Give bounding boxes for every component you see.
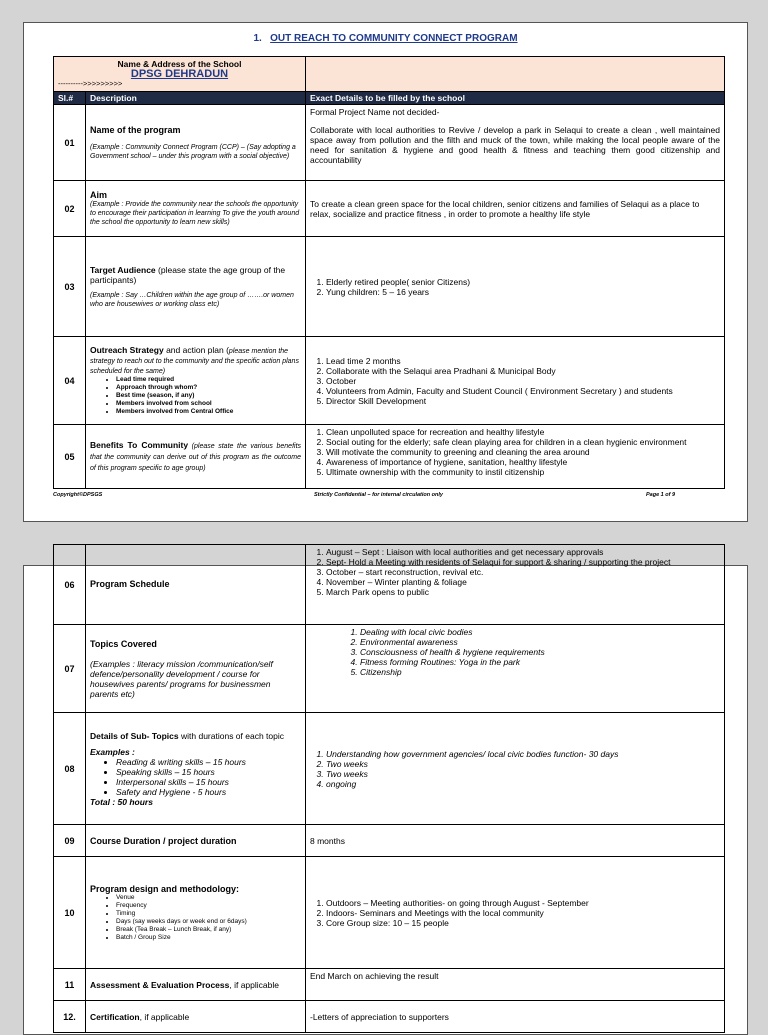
document-page-1 xyxy=(23,22,748,522)
list-item: • Days (say weeks days or week end or 6days) xyxy=(116,918,301,926)
row-number: 09 xyxy=(54,825,86,857)
row-number: 01 xyxy=(54,105,86,181)
list-item: • Break (Tea Break – Lunch Break, if any) xyxy=(116,926,301,934)
list-item: • Frequency xyxy=(116,902,301,910)
row-details xyxy=(306,237,725,337)
row-title: Certification xyxy=(90,1011,140,1022)
program-table-1 xyxy=(53,56,725,489)
table-row xyxy=(54,969,725,1001)
row-title: Program Schedule xyxy=(90,579,170,589)
row-number: 05 xyxy=(54,425,86,489)
row-example: (Examples : literacy mission /communication/self defence/personality development / course for housewives parents/ programs for businessmen parents etc) xyxy=(90,658,273,699)
list-item: • Approach through whom? xyxy=(116,384,301,392)
row-title: Target Audience xyxy=(90,264,156,275)
row-description xyxy=(86,1001,306,1033)
list-item: • Venue xyxy=(116,894,301,902)
table-row xyxy=(54,857,725,969)
list-item: 2. Social outing for the elderly; safe clean playing area for children in a clean hygienic environment xyxy=(326,437,720,447)
row-description xyxy=(86,237,306,337)
row-details xyxy=(306,825,725,857)
title-number: 1. xyxy=(253,33,262,44)
row-title: Program design and methodology: xyxy=(90,883,240,894)
list-item: 1. Outdoors – Meeting authorities- on going through August - September xyxy=(326,898,720,908)
row-details xyxy=(306,105,725,181)
row-example: please mention the strategy to reach out to the community and the specific action plans scheduled for the same) xyxy=(90,347,299,375)
school-arrow: ---------->>>>>>>>> xyxy=(58,79,123,88)
list-item: • Reading & writing skills – 15 hours xyxy=(116,757,301,767)
list-item: • Members involved from school xyxy=(116,400,301,408)
title-text: OUT REACH TO COMMUNITY CONNECT PROGRAM xyxy=(270,33,518,44)
list-item: 5. Director Skill Development xyxy=(326,396,720,406)
list-item: 2. Two weeks xyxy=(326,759,720,769)
list-item: • Lead time required xyxy=(116,376,301,384)
list-item: 4. Volunteers from Admin, Faculty and Student Council ( Environment Secretary ) and students xyxy=(326,386,720,396)
table-row xyxy=(54,237,725,337)
list-item: 3. October – start reconstruction, revival etc. xyxy=(326,567,720,577)
row-number: 02 xyxy=(54,181,86,237)
list-item: • Batch / Group Size xyxy=(116,934,301,942)
list-item: 1. Clean unpolluted space for recreation and healthy lifestyle xyxy=(326,427,720,437)
school-value-cell xyxy=(306,57,725,92)
row-number: 06 xyxy=(54,545,86,625)
detail-text: Formal Project Name not decided- xyxy=(310,107,440,117)
list-item: 3. October xyxy=(326,376,720,386)
table-row xyxy=(54,337,725,425)
detail-text: -Letters of appreciation to supporters xyxy=(310,1011,449,1022)
row-details xyxy=(306,425,725,489)
list-item: 5. Ultimate ownership with the community to instil citizenship xyxy=(326,467,720,477)
row-details xyxy=(306,857,725,969)
document-page-2 xyxy=(23,547,748,1035)
table-row xyxy=(54,625,725,713)
row-example: (Example : Say …Children within the age group of …….or women who are housewives or working class etc) xyxy=(90,291,294,308)
list-item: 3. Core Group size: 10 – 15 people xyxy=(326,918,720,928)
row-title: Name of the program xyxy=(90,124,181,135)
school-label: Name & Address of the School xyxy=(117,59,242,69)
row-details xyxy=(306,713,725,825)
row-number: 04 xyxy=(54,337,86,425)
row-example: (Example : Provide the community near the schools the opportunity to encourage their participation in learning To give the youth around the school the opportunity to learn new skills) xyxy=(90,201,300,226)
list-item: 1. August – Sept : Liaison with local authorities and get necessary approvals xyxy=(326,547,720,557)
list-item: 1. Elderly retired people( senior Citizens) xyxy=(326,277,720,287)
detail-text: 8 months xyxy=(310,835,345,846)
row-description xyxy=(86,181,306,237)
row-number: 10 xyxy=(54,857,86,969)
footer-copyright: Copyright©DPSGS xyxy=(53,492,103,498)
list-item: • Members involved from Central Office xyxy=(116,408,301,416)
row-number: 08 xyxy=(54,713,86,825)
row-title: Course Duration / project duration xyxy=(90,835,237,846)
list-item: 1. Lead time 2 months xyxy=(326,356,720,366)
school-header-cell xyxy=(54,57,306,92)
school-name: DPSG DEHRADUN xyxy=(130,68,229,80)
list-item: • Timing xyxy=(116,910,301,918)
row-title-rest: , if applicable xyxy=(139,1011,190,1022)
table-row xyxy=(54,545,725,625)
list-item: 2. Sept- Hold a Meeting with residents of Selaqui for support & sharing / supporting the project xyxy=(326,557,720,567)
list-item: 4. November – Winter planting & foliage xyxy=(326,577,720,587)
row-title-rest: , if applicable xyxy=(229,979,279,990)
table-row xyxy=(54,713,725,825)
row-title-rest: with durations of each topic xyxy=(178,730,285,741)
row-details xyxy=(306,969,725,1001)
table-row xyxy=(54,181,725,237)
list-item: 5. Citizenship xyxy=(360,667,720,677)
list-item: • Safety and Hygiene - 5 hours xyxy=(116,787,301,797)
col-header-sl: Sl.# xyxy=(54,92,86,105)
list-item: 2. Collaborate with the Selaqui area Pradhani & Municipal Body xyxy=(326,366,720,376)
table-row xyxy=(54,1001,725,1033)
list-item: 4. ongoing xyxy=(326,779,720,789)
total-hours: Total : 50 hours xyxy=(90,796,153,807)
row-title: Outreach Strategy xyxy=(90,344,164,355)
row-description xyxy=(86,425,306,489)
table-row xyxy=(54,825,725,857)
list-item: 1. Dealing with local civic bodies xyxy=(360,627,720,637)
footer-page-number: Page 1 of 9 xyxy=(646,492,676,498)
row-title: Details of Sub- Topics xyxy=(90,730,179,741)
list-item: 3. Consciousness of health & hygiene requirements xyxy=(360,647,720,657)
row-details xyxy=(306,181,725,237)
list-item: 1. Understanding how government agencies/ local civic bodies function- 30 days xyxy=(326,749,720,759)
examples-label: Examples : xyxy=(90,746,135,757)
list-item: 5. March Park opens to public xyxy=(326,587,720,597)
row-description xyxy=(86,337,306,425)
list-item: 2. Yung children: 5 – 16 years xyxy=(326,287,720,297)
row-details xyxy=(306,337,725,425)
row-description xyxy=(86,625,306,713)
detail-text: Collaborate with local authorities to Revive / develop a park in Selaqui to create a clean , well maintained space away from pollution and the filth and muck of the town, while making the local people aware of the need for sanitation & hygiene and good health & fitness and teaching them good citizenship and accountability xyxy=(310,125,720,165)
row-title: Assessment & Evaluation Process xyxy=(90,979,230,990)
list-item: • Speaking skills – 15 hours xyxy=(116,767,301,777)
row-example: (Example : Community Connect Program (CCP) – (Say adopting a Government school – under this program with a social objective) xyxy=(90,143,296,160)
list-item: 2. Environmental awareness xyxy=(360,637,720,647)
page-title xyxy=(24,33,747,44)
row-number: 03 xyxy=(54,237,86,337)
list-item: 4. Fitness forming Routines: Yoga in the park xyxy=(360,657,720,667)
table-row xyxy=(54,425,725,489)
row-number: 11 xyxy=(54,969,86,1001)
list-item: 3. Two weeks xyxy=(326,769,720,779)
col-header-desc: Description xyxy=(86,92,306,105)
list-item: • Interpersonal skills – 15 hours xyxy=(116,777,301,787)
table-row xyxy=(54,105,725,181)
row-title-rest: and action plan ( xyxy=(163,344,229,355)
row-number: 12. xyxy=(54,1001,86,1033)
row-description xyxy=(86,105,306,181)
row-title: Topics Covered xyxy=(90,638,157,649)
col-header-details: Exact Details to be filled by the school xyxy=(306,92,725,105)
row-title: Benefits To Community xyxy=(90,440,189,450)
program-table-2 xyxy=(53,544,725,1033)
list-item: 3. Will motivate the community to greening and cleaning the area around xyxy=(326,447,720,457)
list-item: • Best time (season, if any) xyxy=(116,392,301,400)
list-item: 4. Awareness of importance of hygiene, sanitation, healthy lifestyle xyxy=(326,457,720,467)
row-title-rest: (please state the age group of the participants) xyxy=(90,264,286,285)
row-description xyxy=(86,969,306,1001)
row-details xyxy=(306,625,725,713)
row-description xyxy=(86,857,306,969)
row-example: (please state the various benefits that the community can derive out of this program as the outcome of this program specific to age group) xyxy=(90,443,302,472)
detail-text: To create a clean green space for the local children, senior citizens and families of Selaqui as a place to relax, socialize and practice fitness , in order to promote a healthy life style xyxy=(310,198,700,219)
row-description xyxy=(86,825,306,857)
row-description xyxy=(86,713,306,825)
row-details xyxy=(306,545,725,625)
row-number: 07 xyxy=(54,625,86,713)
footer-confidential: Strictly Confidential – for internal circulation only xyxy=(314,492,443,498)
row-description xyxy=(86,545,306,625)
row-details xyxy=(306,1001,725,1033)
detail-text: End March on achieving the result xyxy=(310,971,439,981)
row-title: Aim xyxy=(90,190,108,200)
list-item: 2. Indoors- Seminars and Meetings with the local community xyxy=(326,908,720,918)
